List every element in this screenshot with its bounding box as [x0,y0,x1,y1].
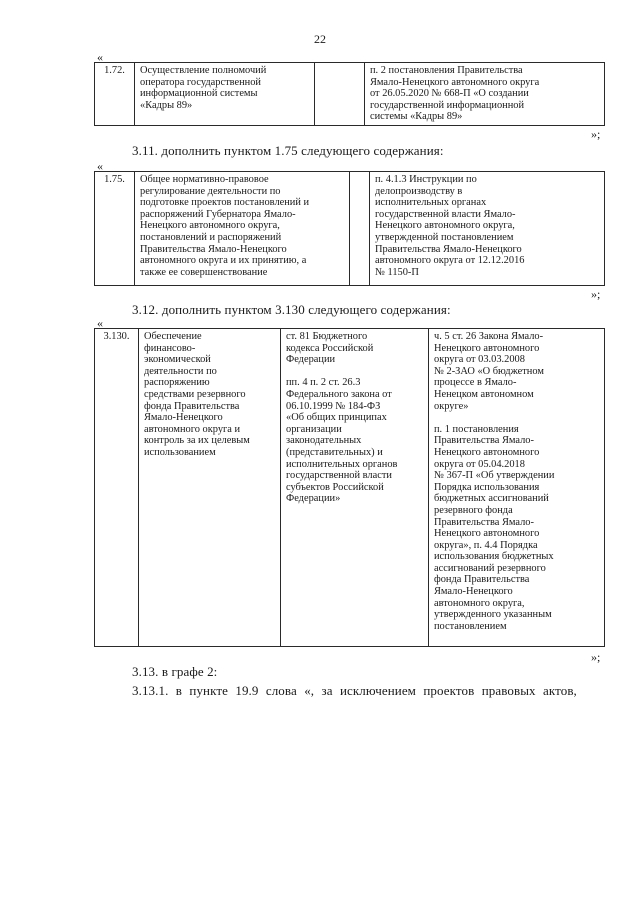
text-line: № 1150-П [375,266,419,278]
text-line: Федерации [286,354,336,366]
table-row-1-75 [94,171,605,286]
text-line: Правительства Ямало- [434,435,534,447]
row-number: 3.130. [95,329,139,647]
text-line: автономного округа, [434,597,525,609]
legal-basis-federal-cell [315,63,365,126]
text-line: Ненецкого автономного округа, [375,220,515,232]
text-line: автономного округа и [144,423,241,435]
text-line: Ненецкого автономного [434,528,540,540]
text-line: округа от 05.04.2018 [434,458,525,470]
function-cell [139,329,281,647]
text-line: утвержденной постановлением [375,231,514,243]
function-cell [135,172,350,286]
text-line: распоряжению [144,377,210,389]
text-line: Правительства Ямало- [434,516,534,528]
text-line: 06.10.1999 № 184-ФЗ [286,400,381,412]
text-line: Ненецкого автономного [434,342,540,354]
text-line: фонда Правительства [434,574,530,586]
row-number: 1.75. [95,172,135,286]
text-line: также ее совершенствование [140,266,268,278]
paragraph-3-13: 3.13. в графе 2: [132,664,218,679]
text-line: п. 2 постановления Правительства [370,65,523,76]
text-line: Правительства Ямало-Ненецкого [375,243,522,255]
text-line: Ямало-Ненецкого [434,586,513,598]
text-line: Порядка использования [434,481,540,493]
row-number: 1.72. [95,63,135,126]
text-line: резервного фонда [434,504,513,516]
paragraph-3-13-1: 3.13.1. в пункте 19.9 слова «, за исключением проектов правовых актов, [132,683,577,698]
text-line: регулирование деятельности по [140,185,281,197]
text-line: деятельности по [144,365,217,377]
text-line: п. 1 постановления [434,423,519,435]
text-line: округа», п. 4.4 Порядка [434,539,538,551]
text-line: от 26.05.2020 № 668-П «О создании [370,88,529,100]
text-line: ст. 81 Бюджетного [286,331,368,342]
text-line: «Кадры 89» [140,99,193,111]
table-row-1-72 [94,62,605,126]
table-row-3-130 [94,328,605,647]
text-line: Ненецком автономном [434,388,534,400]
text-line: фонда Правительства [144,400,240,412]
text-line: Общее нормативно-правовое [140,174,269,185]
text-line: пп. 4 п. 2 ст. 26.3 [286,377,361,389]
text-line: округе» [434,400,469,412]
legal-basis-regional-cell [429,329,605,647]
legal-basis-regional-cell [370,172,605,286]
text-line: использованием [144,446,216,458]
text-line [286,366,423,378]
text-line: Ненецкого автономного [434,446,540,458]
text-line: информационной системы [140,88,258,100]
text-line: государственной власти Ямало- [375,208,516,220]
text-line: округа от 03.03.2008 [434,354,525,366]
text-line: государственной информационной [370,99,525,111]
text-line: субъектов Российской [286,481,384,493]
text-line: делопроизводству в [375,185,463,197]
open-quote-3: « [97,316,103,330]
close-quote-2: »; [591,287,601,301]
legal-basis-federal-cell [281,329,429,647]
text-line: Федерации» [286,493,341,505]
text-line: использования бюджетных [434,551,554,563]
text-line: Ямало-Ненецкого [144,412,223,424]
text-line: Ямало-Ненецкого автономного округа [370,76,540,88]
text-line: постановлений и распоряжений [140,231,282,243]
text-line: кодекса Российской [286,342,374,354]
text-line: № 367-П «Об утверждении [434,470,555,482]
paragraph-3-11: 3.11. дополнить пунктом 1.75 следующего содержания: [132,143,444,158]
text-line: процессе в Ямало- [434,377,517,389]
text-line: оператора государственной [140,76,261,88]
text-line: утвержденного указанным [434,609,552,621]
text-line: системы «Кадры 89» [370,111,463,123]
text-line: № 2-ЗАО «О бюджетном [434,365,544,377]
text-line: автономного округа от 12.12.2016 [375,255,525,267]
text-line: распоряжений Губернатора Ямало- [140,208,296,220]
text-line: финансово- [144,342,196,354]
paragraph-3-12: 3.12. дополнить пунктом 3.130 следующего содержания: [132,302,451,317]
close-quote-1: »; [591,127,601,141]
text-line: ч. 5 ст. 26 Закона Ямало- [434,331,544,342]
text-line: организации [286,423,342,435]
text-line: экономической [144,354,211,366]
text-line [434,412,599,424]
open-quote-1: « [97,50,103,64]
close-quote-3: »; [591,650,601,664]
text-line: ассигнований резервного [434,562,546,574]
text-line: исполнительных органов [286,458,398,470]
function-cell [135,63,315,126]
legal-basis-federal-cell [350,172,370,286]
text-line: Ненецкого автономного округа, [140,220,280,232]
text-line: постановлением [434,620,507,632]
text-line: Осуществление полномочий [140,65,267,76]
legal-basis-regional-cell [365,63,605,126]
text-line: контроль за их целевым [144,435,250,447]
text-line: государственной власти [286,470,392,482]
text-line: Правительства Ямало-Ненецкого [140,243,287,255]
open-quote-2: « [97,159,103,173]
text-line: п. 4.1.3 Инструкции по [375,174,477,185]
text-line: «Об общих принципах [286,412,387,424]
text-line: подготовке проектов постановлений и [140,197,310,209]
text-line: (представительных) и [286,446,383,458]
text-line: бюджетных ассигнований [434,493,549,505]
text-line: Обеспечение [144,331,202,342]
text-line: законодательных [286,435,362,447]
text-line: автономного округа и их принятию, а [140,255,307,267]
text-line: средствами резервного [144,388,246,400]
text-line: Федерального закона от [286,388,392,400]
page-number: 22 [314,32,326,46]
text-line: исполнительных органах [375,197,487,209]
